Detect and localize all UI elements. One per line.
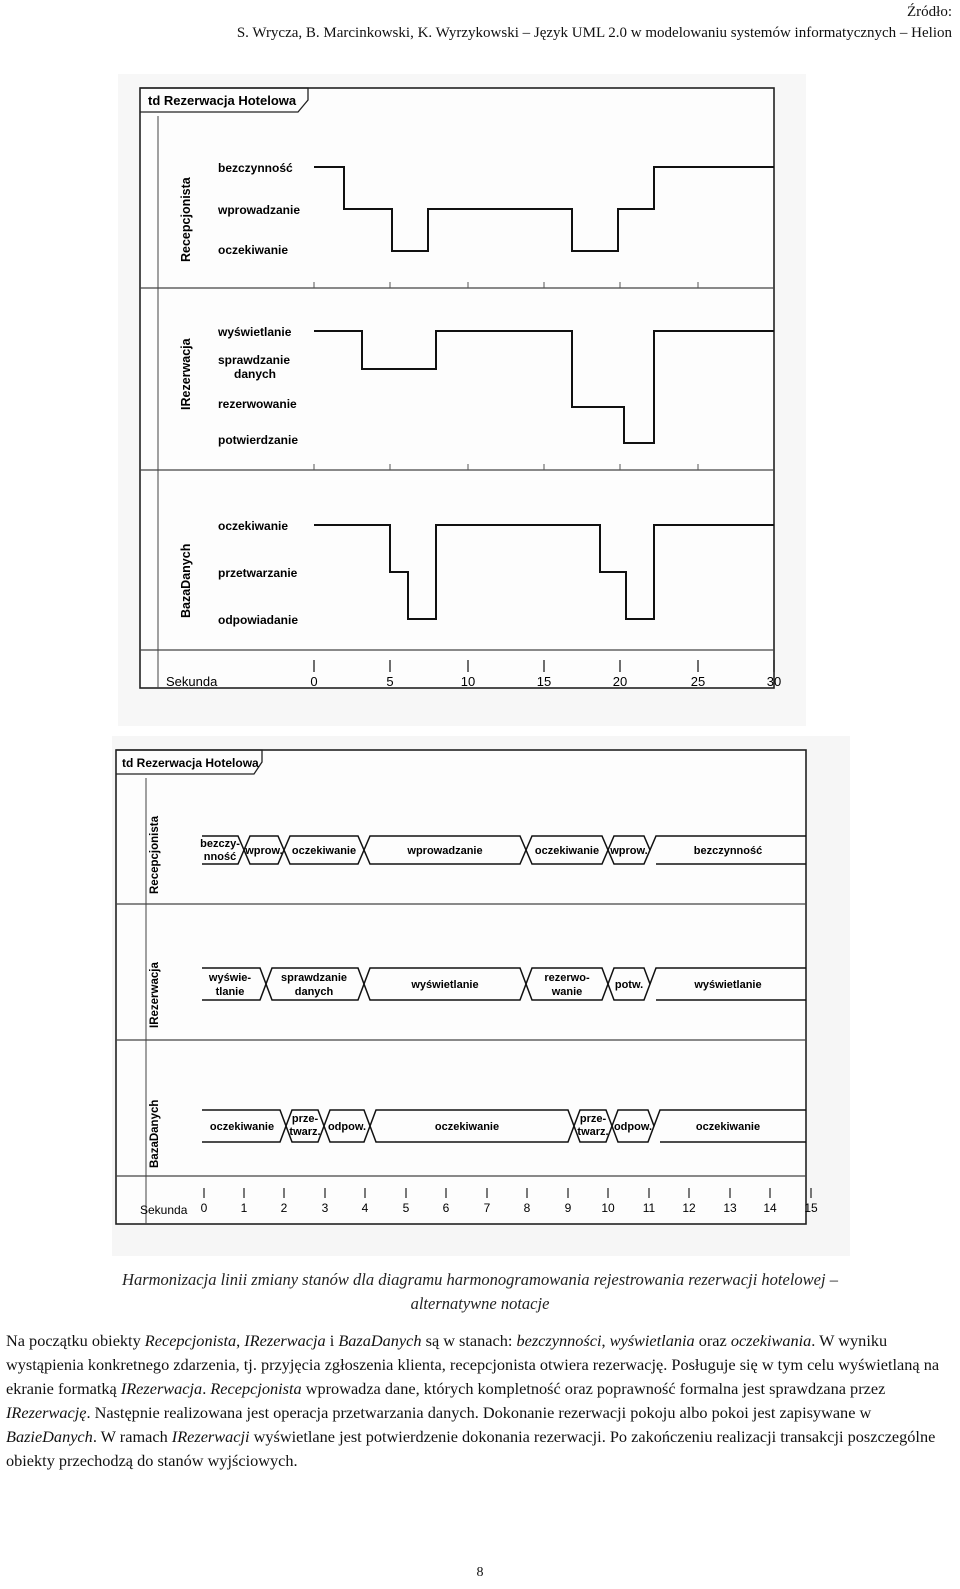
tick-label: 1 — [240, 1201, 248, 1215]
text-run-italic: IRezerwacji — [171, 1427, 250, 1446]
tick-label: 7 — [483, 1201, 491, 1215]
state-label: wyświetlanie — [411, 979, 479, 991]
text-run: . — [202, 1379, 211, 1398]
state-label: danych — [294, 986, 334, 998]
text-run: wprowadza dane, których kompletność oraz poprawność formalna jest sprawdzana przez — [301, 1379, 886, 1398]
state-label: potw. — [614, 979, 644, 991]
tick-label: 25 — [690, 674, 706, 689]
state-label: oczekiwanie — [218, 243, 289, 257]
state-label: wprowadzanie — [218, 203, 301, 217]
state-label: potwierdzanie — [218, 433, 299, 447]
text-run: wyświetlane jest potwierdzenie dokonania rezerwacji. Po zakończeniu realizacji transakcji poszczególne obiekty przechodzą do stanów wyjściowych. — [6, 1427, 936, 1470]
tick-label: 2 — [280, 1201, 288, 1215]
state-label: wyświetlanie — [694, 979, 762, 991]
frame-title: td Rezerwacja Hotelowa — [148, 93, 297, 108]
lane-name-bazadanych: BazaDanych — [179, 543, 193, 618]
tick-label: 8 — [523, 1201, 531, 1215]
state-label: sprawdzanie — [218, 353, 291, 367]
diagram-frame — [140, 88, 774, 688]
text-run-italic: Recepcjonista — [144, 1331, 237, 1350]
text-run: i — [325, 1331, 339, 1350]
state-label: danych — [234, 367, 277, 381]
text-run-italic: IRezerwacja — [120, 1379, 203, 1398]
source-label: Źródło: — [907, 4, 952, 20]
timing-diagram-1-svg — [118, 74, 806, 726]
timing-diagram-2-svg — [112, 736, 850, 1256]
state-label: oczekiwanie — [218, 519, 289, 533]
tick-label: 12 — [682, 1201, 696, 1215]
text-run: , — [236, 1331, 245, 1350]
text-run-italic: BazaDanych — [338, 1331, 422, 1350]
text-run-italic: bezczynności — [516, 1331, 602, 1350]
state-label: oczekiwanie — [209, 1121, 275, 1133]
lane-name-bazadanych: BazaDanych — [149, 1099, 161, 1168]
state-label: rezerwowanie — [218, 397, 297, 411]
tick-label: 11 — [642, 1201, 656, 1215]
state-label: prze- — [291, 1113, 319, 1125]
tick-label: 20 — [612, 674, 628, 689]
timing-diagram-state-lines — [118, 74, 806, 726]
text-run-italic: wyświetlania — [609, 1331, 695, 1350]
text-run-italic: BazieDanych — [6, 1427, 93, 1446]
tick-label: 5 — [386, 674, 394, 689]
axis-label: Sekunda — [140, 1203, 188, 1217]
tick-label: 0 — [310, 674, 318, 689]
state-label: bezczynność — [218, 161, 293, 175]
tick-label: 5 — [402, 1201, 410, 1215]
state-label: tlanie — [215, 986, 245, 998]
tick-label: 30 — [766, 674, 782, 689]
tick-label: 14 — [763, 1201, 777, 1215]
timing-diagram-value-lifelines — [112, 736, 850, 1256]
axis-label: Sekunda — [166, 674, 218, 689]
tick-label: 9 — [564, 1201, 572, 1215]
tick-label: 0 — [200, 1201, 208, 1215]
caption-line-1: Harmonizacja linii zmiany stanów dla diagramu harmonogramowania rejestrowania rezerwacji hotelowej – — [122, 1270, 838, 1289]
tick-label: 15 — [804, 1201, 818, 1215]
figure-caption — [20, 1268, 940, 1316]
frame-title: td Rezerwacja Hotelowa — [122, 756, 259, 770]
tick-label: 15 — [536, 674, 552, 689]
state-label: oczekiwanie — [695, 1121, 761, 1133]
state-label: nność — [203, 851, 237, 863]
text-run: są w stanach: — [421, 1331, 517, 1350]
state-label: sprawdzanie — [280, 972, 348, 984]
state-label: wprowadzanie — [407, 845, 483, 857]
text-run-italic: IRezerwację — [6, 1403, 87, 1422]
text-run: , — [601, 1331, 610, 1350]
state-label: oczekiwanie — [434, 1121, 500, 1133]
tick-label: 10 — [601, 1201, 615, 1215]
state-label: odpow. — [613, 1121, 653, 1133]
lane-name-irezerwacja: IRezerwacja — [149, 962, 161, 1028]
state-label: wanie — [551, 986, 583, 998]
text-run: . W wyniku wystąpienia konkretnego zdarzenia, tj. przyjęcia zgłoszenia klienta, recepcjonista otwiera rezerwację. Posługuje się w tym celu wyświetlaną na ekranie formatką — [6, 1331, 940, 1398]
tick-label: 4 — [361, 1201, 369, 1215]
state-label: przetwarzanie — [218, 566, 298, 580]
text-run: Na początku obiekty — [6, 1331, 145, 1350]
tick-label: 10 — [460, 674, 476, 689]
text-run: . W ramach — [92, 1427, 172, 1446]
source-citation: S. Wrycza, B. Marcinkowski, K. Wyrzykowski – Język UML 2.0 w modelowaniu systemów informatycznych – Helion — [236, 25, 952, 41]
text-run-italic: IRezerwacja — [244, 1331, 326, 1350]
state-label: wyświetlanie — [218, 325, 292, 339]
state-label: prze- — [579, 1113, 607, 1125]
state-label: oczekiwanie — [534, 845, 600, 857]
state-label: bezczy- — [200, 838, 240, 850]
text-run: oraz — [694, 1331, 731, 1350]
lane-name-recepcjonista: Recepcjonista — [179, 177, 193, 262]
page-number: 8 — [476, 1565, 484, 1580]
tick-label: 3 — [321, 1201, 329, 1215]
caption-line-2: alternatywne notacje — [410, 1294, 550, 1313]
text-run-italic: oczekiwania — [730, 1331, 812, 1350]
state-label: odpowiadanie — [218, 613, 299, 627]
text-run: . Następnie realizowana jest operacja przetwarzania danych. Dokonanie rezerwacji pokoju albo pokoi jest zapisywane w — [86, 1403, 872, 1422]
state-label: twarz. — [289, 1126, 321, 1138]
lane-name-irezerwacja: IRezerwacja — [179, 338, 193, 410]
state-label: twarz. — [577, 1126, 609, 1138]
lane-name-recepcjonista: Recepcjonista — [149, 816, 161, 894]
source-header — [237, 2, 952, 44]
text-run-italic: Recepcjonista — [210, 1379, 302, 1398]
state-label: wprow. — [245, 845, 283, 857]
state-label: bezczynność — [693, 845, 763, 857]
state-label: odpow. — [327, 1121, 367, 1133]
state-label: wyświe- — [208, 972, 252, 984]
state-label: wprow. — [610, 845, 648, 857]
tick-label: 6 — [442, 1201, 450, 1215]
state-label: oczekiwanie — [291, 845, 357, 857]
body-paragraph — [6, 1329, 950, 1473]
state-label: rezerwo- — [544, 972, 590, 984]
tick-label: 13 — [723, 1201, 737, 1215]
